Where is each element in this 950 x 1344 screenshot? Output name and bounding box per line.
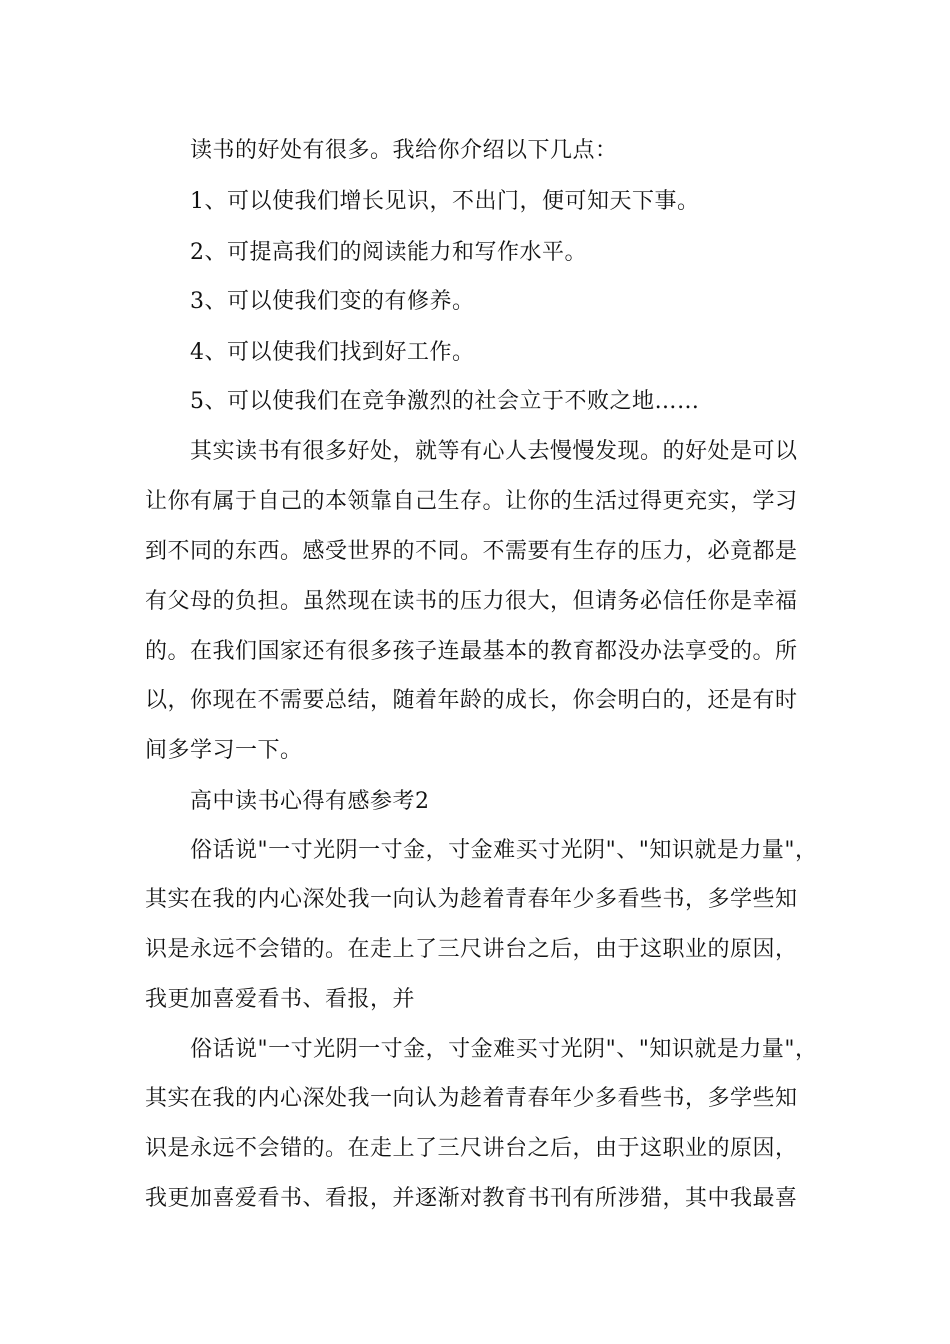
paragraph-line: 其实在我的内心深处我一向认为趁着青春年少多看些书，多学些知 [145, 1086, 798, 1111]
intro-line: 读书的好处有很多。我给你介绍以下几点： [190, 138, 618, 163]
paragraph-line: 的。在我们国家还有很多孩子连最基本的教育都没办法享受的。所 [145, 639, 798, 664]
paragraph-line: 其实读书有很多好处，就等有心人去慢慢发现。的好处是可以 [190, 439, 798, 464]
paragraph-line: 间多学习一下。 [145, 738, 303, 763]
paragraph-line: 识是永远不会错的。在走上了三尺讲台之后，由于这职业的原因， [145, 937, 798, 962]
paragraph-line: 到不同的东西。感受世界的不同。不需要有生存的压力，必竟都是 [145, 539, 798, 564]
paragraph-line: 我更加喜爱看书、看报，并逐渐对教育书刊有所涉猎，其中我最喜 [145, 1186, 798, 1211]
list-item-2: 2、可提高我们的阅读能力和写作水平。 [190, 240, 587, 265]
paragraph-line: 有父母的负担。虽然现在读书的压力很大，但请务必信任你是幸福 [145, 589, 798, 614]
list-item-3: 3、可以使我们变的有修养。 [190, 289, 475, 314]
list-item-1: 1、可以使我们增长见识，不出门，便可知天下事。 [190, 189, 700, 214]
paragraph-line: 识是永远不会错的。在走上了三尺讲台之后，由于这职业的原因， [145, 1136, 798, 1161]
section-heading: 高中读书心得有感参考2 [190, 789, 430, 814]
paragraph-line: 俗话说"一寸光阴一寸金，寸金难买寸光阴"、"知识就是力量"， [190, 838, 818, 863]
paragraph-line: 让你有属于自己的本领靠自己生存。让你的生活过得更充实，学习 [145, 489, 798, 514]
paragraph-line: 其实在我的内心深处我一向认为趁着青春年少多看些书，多学些知 [145, 887, 798, 912]
paragraph-line: 我更加喜爱看书、看报，并 [145, 987, 416, 1012]
list-item-5: 5、可以使我们在竞争激烈的社会立于不败之地…… [190, 389, 700, 414]
paragraph-line: 俗话说"一寸光阴一寸金，寸金难买寸光阴"、"知识就是力量"， [190, 1037, 818, 1062]
list-item-4: 4、可以使我们找到好工作。 [190, 340, 475, 365]
paragraph-line: 以，你现在不需要总结，随着年龄的成长，你会明白的，还是有时 [145, 688, 798, 713]
